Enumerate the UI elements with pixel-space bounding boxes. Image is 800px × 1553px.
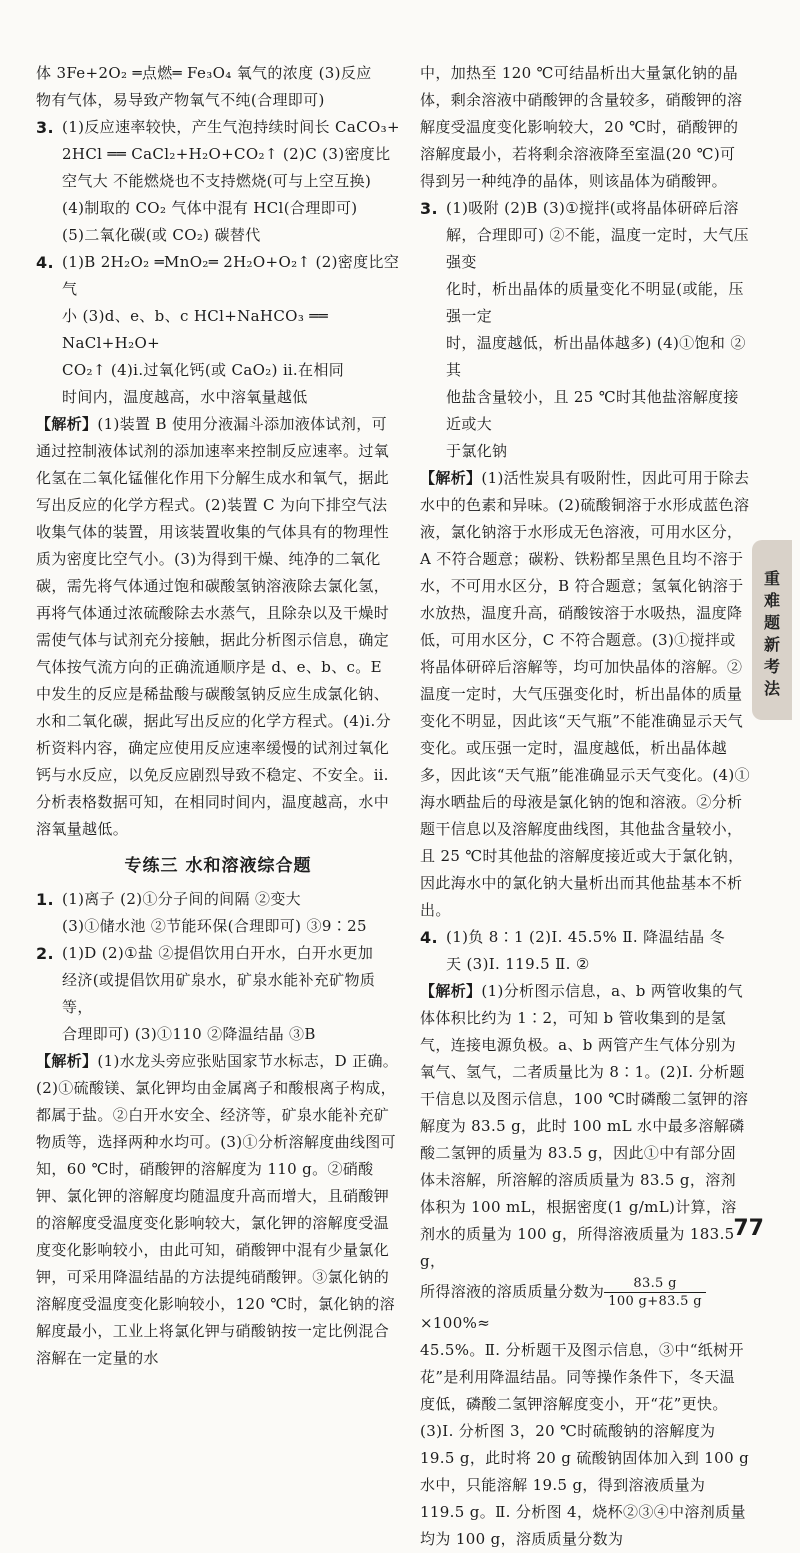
analysis-paragraph — [420, 465, 750, 924]
answer-line: (3)①储水池 ②节能环保(合理即可) ③9∶25 — [62, 917, 367, 935]
side-tab-label: 重难题新考法 — [763, 569, 780, 698]
question-number: 4. — [420, 928, 438, 947]
section3-question-1 — [36, 886, 400, 940]
answer-line: (1)吸附 (2)B (3)①搅拌(或将晶体研碎后溶 — [446, 199, 739, 217]
answer-line: 天 (3)Ⅰ. 119.5 Ⅱ. ② — [446, 955, 590, 973]
analysis-text: (1)活性炭具有吸附性，因此可用于除去水中的色素和异味。(2)硫酸铜溶于水形成蓝色溶液，氯化钠溶于水形成无色溶液，可用水区分，A 不符合题意；碳粉、铁粉都呈黑色且均不溶于水，不可用水区分，B 符合题意；氢氧化钠溶于水放热，温度升高，硝酸铵溶于水吸热，温度降低，可用水区分，C 不符合题意。(3)①搅拌或将晶体研碎后溶解等，均可加快晶体的溶解。②温度一定时，大气压强变化时，析出晶体的质量变化不明显，因此该“天气瓶”不能准确显示天气变化。或压强一定时，温度越低，析出晶体越多，因此该“天气瓶”能准确显示天气变化。(4)①海水晒盐后的母液是氯化钠的饱和溶液。②分析题干信息以及溶解度曲线图，其他盐含量较小，且 25 ℃时其他盐的溶解度接近或大于氯化钠，因此海水中的氯化钠大量析出而其他盐基本不析出。 — [420, 469, 750, 919]
question-number: 2. — [36, 944, 54, 963]
right-column — [420, 60, 750, 1553]
fraction-numerator: 83.5 g — [604, 1275, 706, 1293]
left-column — [36, 60, 400, 1372]
section-title: 专练三 水和溶液综合题 — [124, 856, 312, 876]
analysis-tag: 【解析】 — [36, 415, 98, 433]
answer-line: (1)B 2H₂O₂ ═MnO₂═ 2H₂O+O₂↑ (2)密度比空气 — [62, 253, 400, 298]
analysis-tag: 【解析】 — [420, 982, 482, 1000]
section3-question-3 — [420, 195, 750, 465]
analysis-paragraph — [36, 1048, 400, 1372]
answer-line: (1)离子 (2)①分子间的间隔 ②变大 — [62, 890, 302, 908]
fraction — [604, 1275, 706, 1310]
analysis-tag: 【解析】 — [420, 469, 482, 487]
answer-line: 小 (3)d、e、b、c HCl+NaHCO₃ ══ NaCl+H₂O+ — [62, 307, 329, 352]
answer-line: 解，合理即可) ②不能，温度一定时，大气压强变 — [446, 226, 749, 271]
text-line: 物有气体，易导致产物氧气不纯(合理即可) — [36, 91, 325, 109]
answer-line: (1)负 8∶1 (2)Ⅰ. 45.5% Ⅱ. 降温结晶 冬 — [446, 928, 725, 946]
question-number: 4. — [36, 253, 54, 272]
analysis-paragraph — [420, 978, 750, 1275]
analysis-tag: 【解析】 — [36, 1052, 98, 1070]
text-line: 体 3Fe+2O₂ ═点燃═ Fe₃O₄ 氧气的浓度 (3)反应 — [36, 64, 372, 82]
answer-line: 经济(或提倡饮用矿泉水，矿泉水能补充矿物质等， — [62, 971, 376, 1016]
formula-line — [420, 1275, 750, 1337]
question-3 — [36, 114, 400, 249]
answer-line: (1)反应速率较快，产生气泡持续时间长 CaCO₃+ — [62, 118, 400, 136]
question-number: 1. — [36, 890, 54, 909]
continued-analysis: 中，加热至 120 ℃可结晶析出大量氯化钠的晶体，剩余溶液中硝酸钾的含量较多，硝酸钾的溶解度受温度变化影响较大，20 ℃时，硝酸钾的溶解度最小，若将剩余溶液降至室温(20 ℃)可得到另一种纯净的晶体，则该晶体为硝酸钾。 — [420, 64, 743, 190]
answer-line: 合理即可) (3)①110 ②降温结晶 ③B — [62, 1025, 316, 1043]
page-number: 77 — [733, 1216, 764, 1241]
formula-suffix: ×100%≈ — [420, 1314, 491, 1332]
analysis-paragraph — [36, 411, 400, 843]
answer-line: 2HCl ══ CaCl₂+H₂O+CO₂↑ (2)C (3)密度比 — [62, 145, 391, 163]
question-number: 3. — [420, 199, 438, 218]
answer-line: CO₂↑ (4)ⅰ.过氧化钙(或 CaO₂) ⅱ.在相同 — [62, 361, 345, 379]
answer-line: 他盐含量较小，且 25 ℃时其他盐溶解度接近或大 — [446, 388, 739, 433]
answer-line: 时，温度越低，析出晶体越多) (4)①饱和 ②其 — [446, 334, 746, 379]
analysis-text: (1)装置 B 使用分液漏斗添加液体试剂，可通过控制液体试剂的添加速率来控制反应速率。过氧化氢在二氧化锰催化作用下分解生成水和氧气，据此写出反应的化学方程式。(2)装置 C 为向下排空气法收集气体的装置，用该装置收集的气体具有的物理性质为密度比空气小。(3)为得到干燥、纯净的二氧化碳，需先将气体通过饱和碳酸氢钠溶液除去氯化氢，再将气体通过浓硫酸除去水蒸气，且除杂以及干燥时需使气体与试剂充分接触，据此分析图示信息，确定气体按气流方向的正确流通顺序是 d、e、b、c。E 中发生的反应是稀盐酸与碳酸氢钠反应生成氯化钠、水和二氧化碳，据此写出反应的化学方程式。(4)ⅰ.分析资料内容，确定应使用反应速率缓慢的试剂过氧化钙与水反应，以免反应剧烈导致不稳定、不安全。ⅱ.分析表格数据可知，在相同时间内，温度越高，水中溶氧量越低。 — [36, 415, 391, 838]
answer-line: 于氯化钠 — [446, 442, 508, 460]
fraction-denominator: 100 g+83.5 g — [608, 1294, 702, 1309]
side-tab — [752, 540, 792, 720]
section3-question-2 — [36, 940, 400, 1048]
answer-line: (4)制取的 CO₂ 气体中混有 HCl(合理即可) — [62, 199, 358, 217]
answer-line: (1)D (2)①盐 ②提倡饮用白开水，白开水更加 — [62, 944, 374, 962]
answer-line: 空气大 不能燃烧也不支持燃烧(可与上空互换) — [62, 172, 372, 190]
section3-question-4 — [420, 924, 750, 978]
question-4 — [36, 249, 400, 411]
analysis-text: 45.5%。Ⅱ. 分析题干及图示信息，③中“纸树开花”是利用降温结晶。同等操作条件下，冬天温度低，磷酸二氢钾溶解度变小，开“花”更快。(3)Ⅰ. 分析图 3，20 ℃时硫酸钠的溶解度为 19.5 g，此时将 20 g 硫酸钠固体加入到 100 g 水中，只能溶解 19.5 g，得到溶液质量为 119.5 g。Ⅱ. 分析图 4，烧杯②③④中溶剂质量均为 100 g，溶质质量分数为 — [420, 1341, 750, 1548]
answer-line: 时间内，温度越高，水中溶氧量越低 — [62, 388, 308, 406]
question-number: 3. — [36, 118, 54, 137]
analysis-text: (1)水龙头旁应张贴国家节水标志，D 正确。(2)①硫酸镁、氯化钾均由金属离子和酸根离子构成，都属于盐。②白开水安全、经济等，矿泉水能补充矿物质等，选择两种水均可。(3)①分析溶解度曲线图可知，60 ℃时，硝酸钾的溶解度为 110 g。②硝酸钾、氯化钾的溶解度均随温度升高而增大，且硝酸钾的溶解度受温度变化影响较大，氯化钾的溶解度受温度变化影响较小，由此可知，硝酸钾中混有少量氯化钾，可采用降温结晶的方法提纯硝酸钾。③氯化钠的溶解度受温度变化影响较小，120 ℃时，氯化钠的溶解度最小，工业上将氯化钾与硝酸钠按一定比例混合溶解在一定量的水 — [36, 1052, 399, 1367]
formula-prefix: 所得溶液的溶质质量分数为 — [420, 1282, 605, 1301]
analysis-text: (1)分析图示信息，a、b 两管收集的气体体积比约为 1∶2，可知 b 管收集到的是氢气，连接电源负极。a、b 两管产生气体分别为氧气、氢气，二者质量比为 8∶1。(2)Ⅰ. 分析题干信息以及图示信息，100 ℃时磷酸二氢钾的溶解度为 83.5 g，此时 100 mL 水中最多溶解磷酸二氢钾的质量为 83.5 g，因此①中有部分固体未溶解，所溶解的溶质质量为 83.5 g，溶剂体积为 100 mL，根据密度(1 g/mL)计算，溶剂水的质量为 100 g，所得溶液质量为 183.5 g， — [420, 982, 749, 1270]
answer-line: (5)二氧化碳(或 CO₂) 碳替代 — [62, 226, 261, 244]
answer-line: 化时，析出晶体的质量变化不明显(或能，压强一定 — [446, 280, 744, 325]
